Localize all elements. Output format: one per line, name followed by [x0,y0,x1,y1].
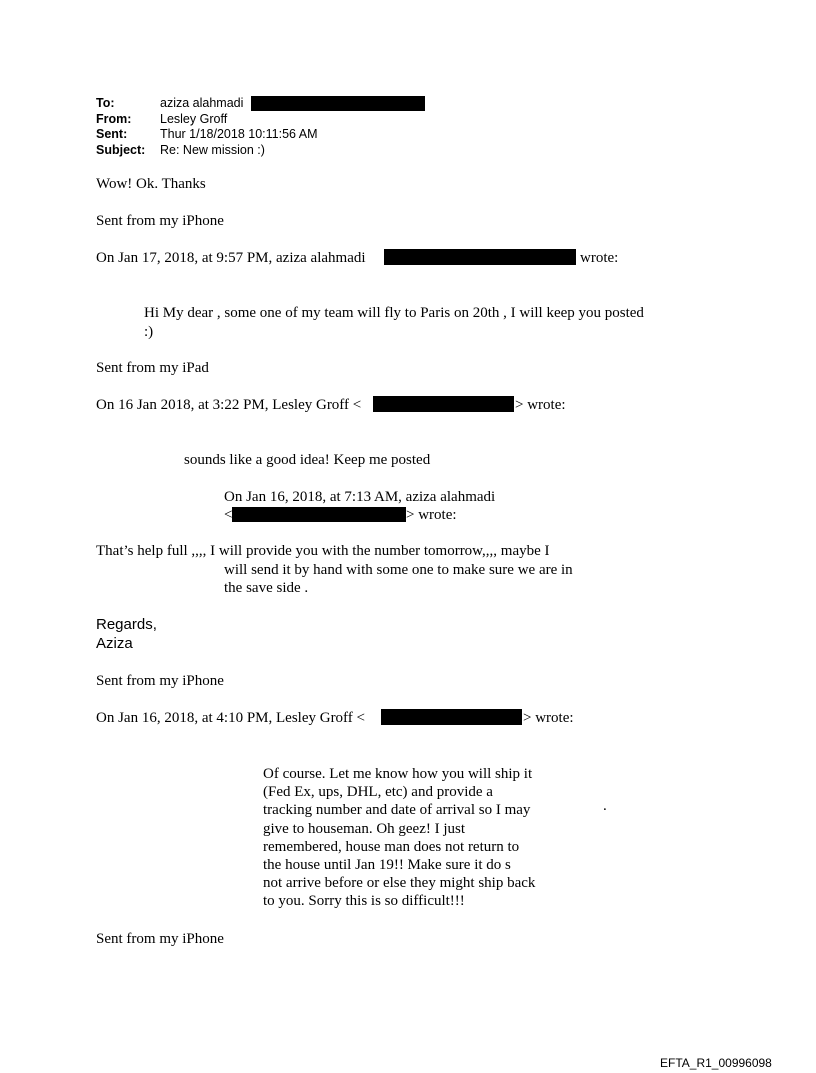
stray-mark: . [603,798,607,814]
quoted-text: remembered, house man does not return to [263,839,520,855]
redaction-bar [251,96,425,111]
quote-intro-wrote: > wrote: [406,507,457,523]
quoted-text: Hi My dear , some one of my team will fly to Paris on 20th , I will keep you posted [144,305,644,321]
sent-value: Thur 1/18/2018 10:11:56 AM [160,127,318,141]
quoted-text: to you. Sorry this is so difficult!!! [263,893,465,909]
quoted-text: will send it by hand with some one to make sure we are in [224,562,573,578]
regards-line: Regards, [96,616,157,633]
quoted-text: That’s help full ,,,, I will provide you with the number tomorrow,,,, maybe I [96,543,550,559]
quoted-text: Of course. Let me know how you will ship it [263,766,533,782]
from-label: From: [96,111,132,126]
quoted-text: tracking number and date of arrival so I may [263,802,531,818]
subject-label: Subject: [96,142,146,157]
redaction-bar [373,396,514,412]
sent-label: Sent: [96,127,128,141]
quote-intro-wrote: > wrote: [523,710,574,726]
quote-intro: On Jan 16, 2018, at 7:13 AM, aziza alahmadi [224,489,496,505]
to-value: aziza alahmadi [160,96,244,110]
quoted-text: the house until Jan 19!! Make sure it do s [263,857,511,873]
quote-intro-wrote: > wrote: [515,397,566,413]
reply-text: Wow! Ok. Thanks [96,176,206,192]
signature: Sent from my iPad [96,360,209,376]
quote-intro-bracket: < [224,507,233,523]
quote-intro-wrote: wrote: [580,250,619,266]
redaction-bar [384,249,576,265]
quote-intro: On Jan 17, 2018, at 9:57 PM, aziza alahmadi [96,250,366,266]
quote-intro: On Jan 16, 2018, at 4:10 PM, Lesley Groff < [96,710,365,726]
quoted-text: the save side . [224,580,309,596]
quote-intro: On 16 Jan 2018, at 3:22 PM, Lesley Groff < [96,397,362,413]
quoted-text: sounds like a good idea! Keep me posted [184,452,431,468]
quoted-text: (Fed Ex, ups, DHL, etc) and provide a [263,784,493,800]
redaction-bar [381,709,522,725]
signature: Sent from my iPhone [96,931,224,947]
redaction-bar [232,507,406,522]
signature: Sent from my iPhone [96,213,224,229]
to-label: To: [96,96,115,110]
quoted-text: not arrive before or else they might ship back [263,875,536,891]
regards-name: Aziza [96,635,133,652]
quoted-text: give to houseman. Oh geez! I just [263,821,466,837]
from-value: Lesley Groff [160,111,228,126]
quoted-text: :) [144,324,154,340]
document-id: EFTA_R1_00996098 [660,1056,772,1070]
signature: Sent from my iPhone [96,673,224,689]
subject-value: Re: New mission :) [160,142,265,157]
